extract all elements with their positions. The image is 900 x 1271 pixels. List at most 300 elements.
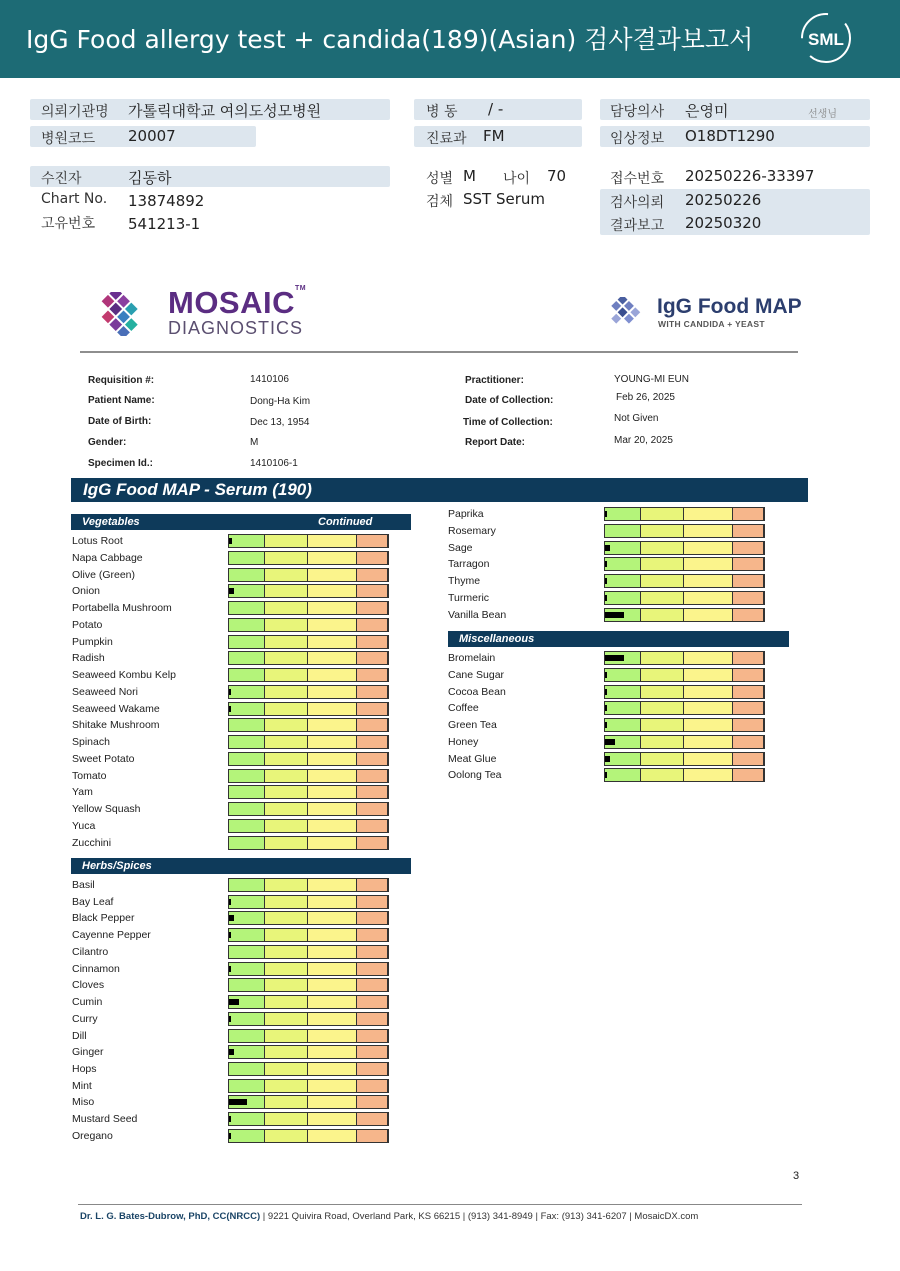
- food-name: Sweet Potato: [72, 753, 135, 765]
- bar-zone-z3: [684, 753, 733, 765]
- age-value: 70: [547, 167, 567, 185]
- gender-label: Gender:: [88, 437, 127, 448]
- bar-zone-z3: [684, 736, 733, 748]
- result-row: [72, 769, 389, 783]
- bar-zone-z1: [229, 686, 265, 698]
- collection-time-value: Not Given: [614, 413, 659, 424]
- reactivity-bar: [604, 701, 765, 715]
- bar-zone-z3: [308, 1046, 357, 1058]
- reactivity-bar: [228, 635, 389, 649]
- footer: [80, 1211, 698, 1222]
- food-name: Zucchini: [72, 837, 112, 849]
- bar-zone-z3: [308, 1063, 357, 1075]
- institution-value: 가톨릭대학교 여의도성모병원: [128, 102, 322, 120]
- bar-zone-z2: [265, 979, 308, 991]
- reactivity-bar: [228, 878, 389, 892]
- result-row: [72, 785, 389, 799]
- reactivity-level: [229, 1016, 231, 1022]
- bar-zone-z2: [641, 609, 684, 621]
- reactivity-bar: [604, 574, 765, 588]
- bar-zone-z4: [357, 1113, 388, 1125]
- food-name: Rosemary: [448, 525, 496, 537]
- food-name: Seaweed Nori: [72, 686, 138, 698]
- reactivity-bar: [228, 1012, 389, 1026]
- bar-zone-z2: [265, 1096, 308, 1108]
- bar-zone-z1: [605, 702, 641, 714]
- hospital-code-value: 20007: [128, 127, 176, 145]
- reactivity-level: [229, 1133, 231, 1139]
- reactivity-level: [605, 672, 607, 678]
- food-name: Yuca: [72, 820, 96, 832]
- bar-zone-z3: [308, 686, 357, 698]
- reactivity-level: [229, 932, 231, 938]
- bar-zone-z2: [265, 1113, 308, 1125]
- reactivity-bar: [228, 911, 389, 925]
- result-row: [72, 534, 389, 548]
- bar-zone-z3: [308, 879, 357, 891]
- igg-food-map-logo-icon: [597, 297, 651, 329]
- bar-zone-z2: [265, 1063, 308, 1075]
- bar-zone-z3: [308, 946, 357, 958]
- bar-zone-z4: [357, 703, 388, 715]
- bar-zone-z4: [357, 803, 388, 815]
- bar-zone-z1: [229, 1030, 265, 1042]
- reactivity-level: [605, 739, 615, 745]
- bar-zone-z4: [357, 1046, 388, 1058]
- bar-zone-z4: [357, 686, 388, 698]
- result-row: [448, 591, 765, 605]
- result-row: [448, 768, 765, 782]
- reactivity-bar: [228, 551, 389, 565]
- bar-zone-z4: [357, 946, 388, 958]
- food-name: Meat Glue: [448, 753, 497, 765]
- section-herbs-title: Herbs/Spices: [82, 860, 152, 872]
- food-name: Yam: [72, 786, 93, 798]
- reactivity-level: [229, 1049, 234, 1055]
- bar-zone-z2: [641, 719, 684, 731]
- reactivity-level: [605, 511, 607, 517]
- bar-zone-z1: [229, 552, 265, 564]
- specimen-id-label: Specimen Id.:: [88, 458, 154, 469]
- footer-divider: [78, 1204, 802, 1205]
- result-row: [72, 635, 389, 649]
- bar-zone-z1: [229, 929, 265, 941]
- reactivity-bar: [228, 685, 389, 699]
- bar-zone-z4: [733, 652, 764, 664]
- reactivity-bar: [228, 1062, 389, 1076]
- bar-zone-z3: [308, 619, 357, 631]
- bar-zone-z1: [605, 508, 641, 520]
- doctor-value: 은영미: [685, 102, 729, 120]
- bar-zone-z4: [357, 753, 388, 765]
- food-name: Cloves: [72, 979, 105, 991]
- result-row: [72, 1045, 389, 1059]
- bar-zone-z4: [733, 558, 764, 570]
- bar-zone-z3: [308, 803, 357, 815]
- department-value: FM: [483, 127, 505, 145]
- food-name: Seaweed Kombu Kelp: [72, 669, 176, 681]
- result-row: [72, 962, 389, 976]
- result-row: [448, 507, 765, 521]
- bar-zone-z4: [733, 669, 764, 681]
- bar-zone-z1: [229, 896, 265, 908]
- bar-zone-z3: [308, 535, 357, 547]
- bar-zone-z2: [265, 569, 308, 581]
- footer-address: | 9221 Quivira Road, Overland Park, KS 66215 | (913) 341-8949 | Fax: (913) 341-6207 | MosaicDX.com: [262, 1211, 699, 1222]
- bar-zone-z2: [265, 636, 308, 648]
- sml-logo-text: SML: [808, 30, 844, 49]
- food-name: Vanilla Bean: [448, 609, 507, 621]
- bar-zone-z1: [229, 1013, 265, 1025]
- bar-zone-z3: [684, 652, 733, 664]
- bar-zone-z1: [229, 820, 265, 832]
- bar-zone-z1: [229, 602, 265, 614]
- bar-zone-z3: [684, 542, 733, 554]
- bar-zone-z4: [357, 719, 388, 731]
- bar-zone-z4: [357, 896, 388, 908]
- reactivity-bar: [228, 718, 389, 732]
- result-row: [72, 651, 389, 665]
- food-name: Oolong Tea: [448, 769, 502, 781]
- doctor-label: 담당의사: [610, 104, 665, 120]
- bar-zone-z3: [308, 929, 357, 941]
- result-row: [448, 701, 765, 715]
- section-herbs: [71, 858, 411, 874]
- result-row: [72, 618, 389, 632]
- bar-zone-z2: [265, 963, 308, 975]
- bar-zone-z1: [229, 719, 265, 731]
- report-date-value: Mar 20, 2025: [614, 435, 673, 446]
- bar-zone-z2: [265, 736, 308, 748]
- bar-zone-z4: [733, 753, 764, 765]
- section-misc-title: Miscellaneous: [459, 633, 535, 645]
- report-title: IgG Food allergy test + candida(189)(Asian) 검사결과보고서: [26, 25, 754, 54]
- reactivity-level: [229, 999, 239, 1005]
- result-row: [448, 608, 765, 622]
- food-name: Shitake Mushroom: [72, 719, 160, 731]
- bar-zone-z4: [357, 820, 388, 832]
- reactivity-bar: [228, 836, 389, 850]
- bar-zone-z1: [229, 703, 265, 715]
- bar-zone-z4: [357, 1080, 388, 1092]
- reactivity-level: [605, 595, 607, 601]
- food-name: Basil: [72, 879, 95, 891]
- reactivity-bar: [228, 534, 389, 548]
- reactivity-bar: [228, 752, 389, 766]
- reactivity-level: [229, 706, 231, 712]
- reactivity-bar: [228, 819, 389, 833]
- food-name: Thyme: [448, 575, 481, 587]
- reactivity-level: [605, 578, 607, 584]
- reactivity-level: [229, 899, 231, 905]
- reactivity-bar: [604, 685, 765, 699]
- food-name: Yellow Squash: [72, 803, 141, 815]
- ward-value: / -: [488, 100, 504, 118]
- bar-zone-z3: [684, 719, 733, 731]
- bar-zone-z2: [265, 896, 308, 908]
- bar-zone-z3: [308, 569, 357, 581]
- requisition-value: 1410106: [250, 374, 289, 385]
- mosaic-diamond-logo-icon: [80, 292, 160, 336]
- reactivity-bar: [228, 668, 389, 682]
- bar-zone-z1: [229, 1130, 265, 1142]
- result-row: [448, 574, 765, 588]
- bar-zone-z2: [265, 703, 308, 715]
- result-row: [72, 836, 389, 850]
- bar-zone-z4: [357, 1030, 388, 1042]
- reported-label: 결과보고: [610, 218, 665, 234]
- result-row: [72, 1129, 389, 1143]
- bar-zone-z2: [265, 1080, 308, 1092]
- bar-zone-z3: [308, 1080, 357, 1092]
- food-name: Ginger: [72, 1046, 104, 1058]
- reactivity-level: [605, 772, 607, 778]
- bar-zone-z4: [357, 1063, 388, 1075]
- bar-zone-z2: [641, 736, 684, 748]
- food-name: Paprika: [448, 508, 484, 520]
- food-name: Tarragon: [448, 558, 490, 570]
- result-row: [448, 557, 765, 571]
- food-name: Cumin: [72, 996, 103, 1008]
- bar-zone-z4: [357, 979, 388, 991]
- reactivity-bar: [228, 802, 389, 816]
- result-row: [72, 995, 389, 1009]
- result-row: [72, 1079, 389, 1093]
- bar-zone-z3: [308, 636, 357, 648]
- result-row: [72, 1012, 389, 1026]
- bar-zone-z1: [229, 652, 265, 664]
- page-number: 3: [793, 1170, 800, 1182]
- bar-zone-z3: [308, 837, 357, 849]
- bar-zone-z4: [733, 525, 764, 537]
- bar-zone-z3: [308, 912, 357, 924]
- bar-zone-z4: [733, 542, 764, 554]
- bar-zone-z4: [357, 837, 388, 849]
- institution-label: 의뢰기관명: [41, 104, 109, 120]
- receipt-value: 20250226-33397: [685, 167, 815, 185]
- reactivity-bar: [228, 945, 389, 959]
- bar-zone-z1: [229, 786, 265, 798]
- section-vegetables: [71, 514, 411, 530]
- result-row: [72, 911, 389, 925]
- reactivity-level: [229, 538, 232, 544]
- requisition-label: Requisition #:: [88, 375, 155, 386]
- food-name: Bromelain: [448, 652, 496, 664]
- bar-zone-z4: [357, 636, 388, 648]
- food-name: Portabella Mushroom: [72, 602, 172, 614]
- bar-zone-z2: [265, 652, 308, 664]
- bar-zone-z2: [265, 803, 308, 815]
- bar-zone-z4: [733, 592, 764, 604]
- bar-zone-z3: [308, 1130, 357, 1142]
- bar-zone-z1: [229, 736, 265, 748]
- section-misc: [448, 631, 789, 647]
- reactivity-bar: [228, 1045, 389, 1059]
- product-name: IgG Food MAP: [657, 295, 802, 318]
- reactivity-bar: [228, 769, 389, 783]
- hospital-code-label: 병원코드: [41, 131, 96, 147]
- reactivity-bar: [604, 608, 765, 622]
- receipt-label: 접수번호: [610, 171, 665, 187]
- product-subtitle: WITH CANDIDA + YEAST: [658, 319, 765, 329]
- bar-zone-z2: [265, 837, 308, 849]
- food-name: Cinnamon: [72, 963, 120, 975]
- reactivity-bar: [604, 735, 765, 749]
- requested-label: 검사의뢰: [610, 195, 665, 211]
- patient-name-label: Patient Name:: [88, 395, 155, 406]
- reactivity-level: [605, 612, 624, 618]
- reactivity-bar: [604, 591, 765, 605]
- food-name: Mustard Seed: [72, 1113, 138, 1125]
- mosaic-brand: [168, 285, 306, 321]
- bar-zone-z2: [265, 1030, 308, 1042]
- chart-value: 13874892: [128, 192, 205, 210]
- reactivity-bar: [604, 541, 765, 555]
- bar-zone-z2: [265, 1013, 308, 1025]
- id-label: 고유번호: [41, 216, 96, 232]
- bar-zone-z2: [265, 1046, 308, 1058]
- reactivity-bar: [228, 735, 389, 749]
- bar-zone-z3: [308, 736, 357, 748]
- bar-zone-z2: [641, 525, 684, 537]
- bar-zone-z3: [684, 575, 733, 587]
- patient-value: 김동하: [128, 169, 172, 187]
- bar-zone-z1: [229, 963, 265, 975]
- reactivity-bar: [228, 1095, 389, 1109]
- result-row: [72, 735, 389, 749]
- bar-zone-z2: [641, 669, 684, 681]
- food-name: Curry: [72, 1013, 98, 1025]
- bar-zone-z1: [229, 569, 265, 581]
- bar-zone-z4: [357, 996, 388, 1008]
- food-name: Cayenne Pepper: [72, 929, 151, 941]
- food-name: Lotus Root: [72, 535, 123, 547]
- footer-doctor: Dr. L. G. Bates-Dubrow, PhD, CC(NRCC): [80, 1211, 261, 1222]
- bar-zone-z2: [265, 619, 308, 631]
- bar-zone-z1: [229, 585, 265, 597]
- food-name: Dill: [72, 1030, 87, 1042]
- bar-zone-z1: [229, 879, 265, 891]
- result-row: [72, 601, 389, 615]
- collection-time-label: Time of Collection:: [463, 417, 553, 428]
- age-label: 나이: [503, 171, 531, 187]
- bar-zone-z1: [229, 770, 265, 782]
- bar-zone-z1: [229, 753, 265, 765]
- food-name: Olive (Green): [72, 569, 136, 581]
- reactivity-bar: [228, 1129, 389, 1143]
- reactivity-bar: [228, 785, 389, 799]
- food-name: Coffee: [448, 702, 479, 714]
- result-row: [448, 541, 765, 555]
- mosaic-brand-top: MOSAIC: [168, 285, 295, 320]
- bar-zone-z1: [229, 636, 265, 648]
- bar-zone-z3: [308, 1113, 357, 1125]
- bar-zone-z4: [357, 585, 388, 597]
- result-row: [72, 978, 389, 992]
- mosaic-brand-bottom: DIAGNOSTICS: [168, 318, 304, 338]
- bar-zone-z4: [357, 736, 388, 748]
- reactivity-bar: [228, 568, 389, 582]
- bar-zone-z2: [265, 912, 308, 924]
- sml-logo-icon: [800, 12, 852, 64]
- patient-name-value: Dong-Ha Kim: [250, 396, 311, 407]
- report-header: [0, 0, 900, 78]
- bar-zone-z4: [733, 719, 764, 731]
- bar-zone-z2: [641, 575, 684, 587]
- reactivity-level: [229, 966, 231, 972]
- header-divider: [80, 351, 798, 353]
- food-name: Black Pepper: [72, 912, 135, 924]
- gender-value: M: [250, 437, 259, 448]
- bar-zone-z3: [308, 602, 357, 614]
- bar-zone-z3: [684, 558, 733, 570]
- food-name: Cane Sugar: [448, 669, 505, 681]
- specimen-id-value: 1410106-1: [250, 458, 298, 469]
- bar-zone-z4: [733, 686, 764, 698]
- bar-zone-z3: [684, 669, 733, 681]
- reported-value: 20250320: [685, 214, 762, 232]
- practitioner-label: Practitioner:: [465, 375, 524, 386]
- bar-zone-z4: [357, 569, 388, 581]
- reactivity-bar: [228, 1079, 389, 1093]
- bar-zone-z4: [357, 1013, 388, 1025]
- reactivity-level: [605, 689, 607, 695]
- reactivity-bar: [604, 524, 765, 538]
- bar-zone-z1: [229, 619, 265, 631]
- bar-zone-z4: [733, 609, 764, 621]
- bar-zone-z1: [605, 719, 641, 731]
- result-row: [72, 895, 389, 909]
- bar-zone-z4: [357, 535, 388, 547]
- bar-zone-z1: [229, 1046, 265, 1058]
- bar-zone-z1: [605, 542, 641, 554]
- bar-zone-z3: [308, 703, 357, 715]
- reactivity-bar: [604, 768, 765, 782]
- bar-zone-z3: [684, 609, 733, 621]
- food-name: Napa Cabbage: [72, 552, 143, 564]
- reactivity-bar: [228, 618, 389, 632]
- reactivity-bar: [604, 651, 765, 665]
- reactivity-bar: [228, 601, 389, 615]
- bar-zone-z2: [265, 946, 308, 958]
- food-name: Turmeric: [448, 592, 490, 604]
- bar-zone-z3: [308, 786, 357, 798]
- bar-zone-z2: [265, 929, 308, 941]
- bar-zone-z3: [308, 963, 357, 975]
- bar-zone-z2: [641, 686, 684, 698]
- sex-value: M: [463, 167, 476, 185]
- food-name: Oregano: [72, 1130, 113, 1142]
- bar-zone-z3: [308, 552, 357, 564]
- clinical-value: O18DT1290: [685, 127, 775, 145]
- reactivity-level: [229, 915, 234, 921]
- bar-zone-z4: [357, 786, 388, 798]
- food-name: Cocoa Bean: [448, 686, 506, 698]
- reactivity-level: [605, 705, 607, 711]
- bar-zone-z3: [308, 652, 357, 664]
- result-row: [448, 718, 765, 732]
- bar-zone-z4: [733, 769, 764, 781]
- bar-zone-z1: [229, 946, 265, 958]
- collection-date-label: Date of Collection:: [465, 395, 554, 406]
- bar-zone-z2: [641, 753, 684, 765]
- bar-zone-z1: [229, 912, 265, 924]
- result-row: [72, 718, 389, 732]
- result-row: [72, 819, 389, 833]
- result-row: [72, 1062, 389, 1076]
- result-row: [448, 735, 765, 749]
- bar-zone-z3: [684, 508, 733, 520]
